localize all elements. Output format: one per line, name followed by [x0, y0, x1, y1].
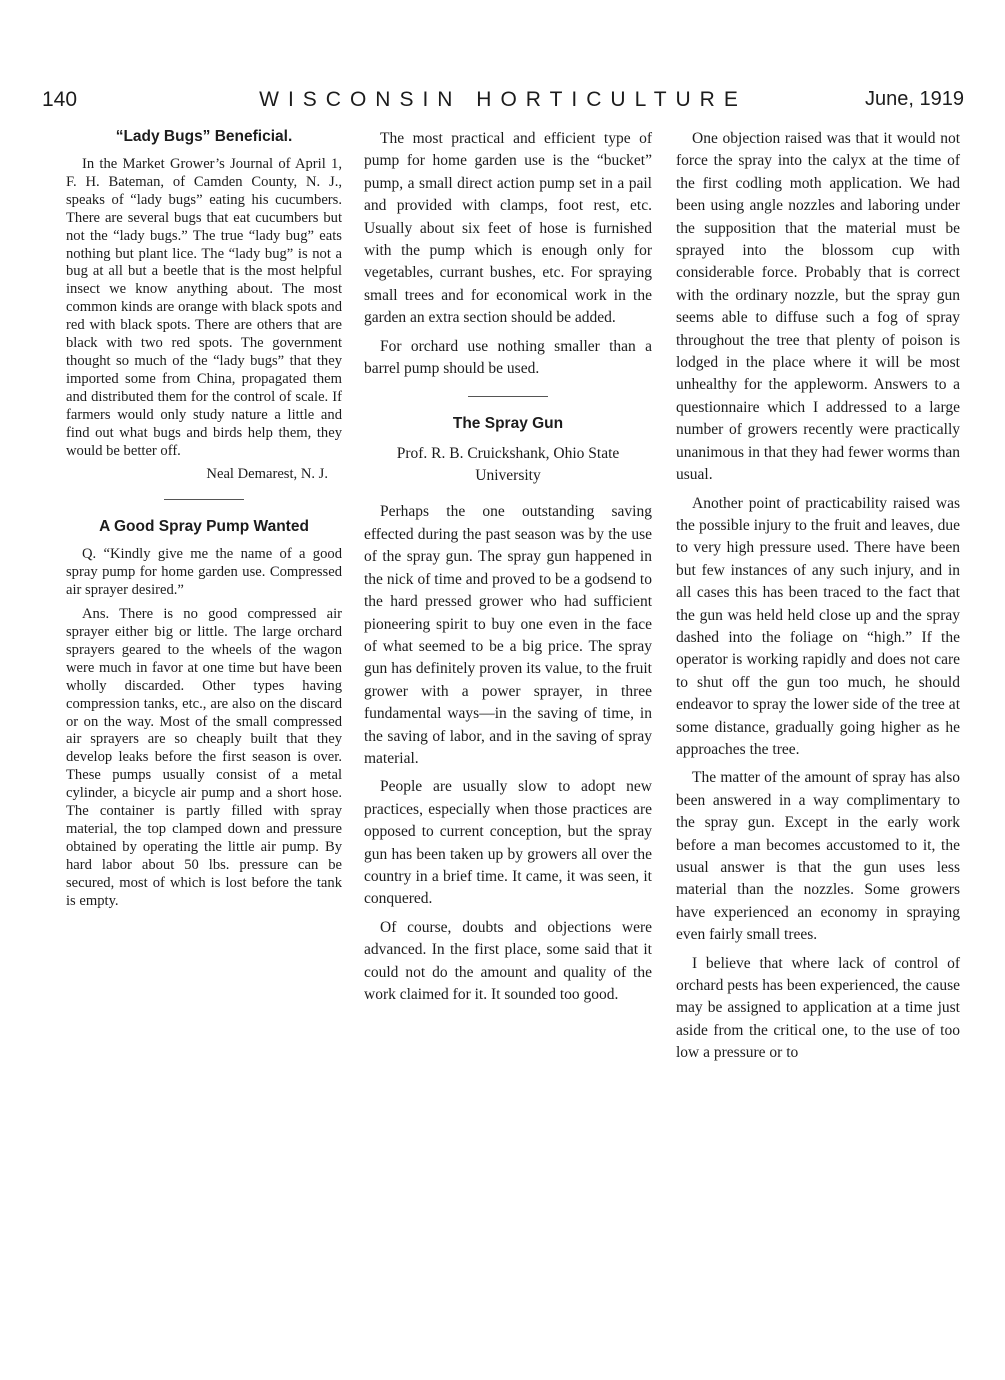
ladybugs-signature: Neal Demarest, N. J. [206, 466, 328, 483]
ladybugs-body: In the Market Grower’s Journal of April 1, F. H. Bateman, of Camden County, N. J., speaks of “lady bugs” eating his cucumbers. There are several bugs that eat cucumbers but not the “lady bugs.” The true “lady bug” eats nothing but plant lice. The “lady bug” is not a bug at all but a beetle that is the most helpful insect we know anything about. The most common kinds are orange with black spots and red with black spots. There are others that are black with two red spots. The government thought so much of the “lady bugs” that they imported some from China, propagated them and distributed them for the control of scale. If farmers would only study nature a little and find out what bugs and birds help them, they would be better off. [66, 156, 342, 459]
column-3 [676, 128, 960, 1071]
spraygun-paragraph-3: Of course, doubts and objections were advanced. In the first place, some said that it could not do the amount and quality of the work claimed for it. It sounded too good. [364, 918, 652, 1003]
pump-title: A Good Spray Pump Wanted [99, 518, 309, 536]
spraygun-paragraph-7: I believe that where lack of control of orchard pests has been experienced, the cause may be assigned to application at a time just aside from the critical one, to the use of too low a pressure or to [676, 954, 960, 1062]
pump-answer: Ans. There is no good compressed air sprayer either big or little. The large orchard sprayers geared to the wheels of the wagon were much in favor at one time but have been wholly discarded. Other types having compression tanks, etc., are also on the discard or on the way. Most of the small compressed air sprayers are so cheaply built that they develop leaks before the first season is over. These pumps usually consist of a metal cylinder, a bicycle air pump and a short hose. The container is partly filled with spray material, the top clamped down and pressure obtained by operating the little air pump. By hard labor about 50 lbs. pressure can be secured, most of which is lost before the tank is empty. [66, 606, 342, 909]
spraygun-paragraph-5: Another point of practicability raised was the possible injury to the fruit and leaves, due to very high pressure used. There have been but few instances of any such injury, and in all cases this has been traced to the fact that the gun was held held close up and the spray dashed into the foliage on “high.” If the operator is working rapidly and does not care to shut off the gun too much, he should endeavor to spray the lower side of the tree at some distance, gradually going higher as he approaches the tree. [676, 494, 960, 758]
issue-date: June, 1919 [865, 88, 964, 110]
section-divider [468, 396, 548, 397]
spraygun-paragraph-6: The matter of the amount of spray has also been answered in a way complimentary to the spray gun. Except in the early work before a man becomes accustomed to it, the usual answer is that the gun uses less material than the nozzles. Some growers have experienced an economy in spraying even fairly small trees. [676, 769, 960, 944]
spraygun-byline: Prof. R. B. Cruickshank, Ohio State University [396, 445, 620, 485]
pump-question: Q. “Kindly give me the name of a good spray pump for home garden use. Compressed air sprayer desired.” [66, 546, 342, 599]
page-number: 140 [42, 88, 78, 111]
spraygun-paragraph-2: People are usually slow to adopt new practices, especially when those practices are opposed to current conception, but the spray gun has been taken up by growers all over the country in a brief time. It came, it was seen, it conquered. [364, 778, 652, 908]
spraygun-title: The Spray Gun [452, 415, 564, 433]
pump-orchard-paragraph: For orchard use nothing smaller than a barrel pump should be used. [364, 337, 652, 378]
column-2 [364, 128, 652, 1012]
ladybugs-title: “Lady Bugs” Beneficial. [115, 128, 293, 145]
section-divider [164, 499, 244, 500]
column-1 [66, 128, 342, 917]
spraygun-paragraph-4: One objection raised was that it would not force the spray into the calyx at the time of the first codling moth application. We had been using angle nozzles and laboring under the supposition that the material must be sprayed into the blossom cup with considerable force. Probably that is correct with the ordinary nozzle, but the spray gun seems able to diffuse such a fog of spray throughout the tree that plenty of poison is lodged in the place where it will be most unhealthy for the appleworm. Answers to a questionnaire which I addressed to a large number of growers recently were practically unanimous in that they had fewer worms than usual. [676, 130, 960, 484]
page-header [42, 88, 964, 118]
journal-title: WISCONSIN HORTICULTURE [259, 88, 747, 111]
spraygun-paragraph-1: Perhaps the one outstanding saving effected during the past season was by the use of the spray gun. The spray gun happened in the nick of time and proved to be a godsend to the hard pressed grower who had sufficient pioneering spirit to buy one even in the face of what seemed to be a big price. The spray gun has definitely proven its value, to the fruit grower with a power sprayer, in three fundamental ways—in the saving of time, in the saving of labor, and in the saving of spray material. [364, 503, 652, 767]
pump-bucket-paragraph: The most practical and efficient type of pump for home garden use is the “bucket” pump, a small direct action pump set in a pail and provided with clamps, foot rest, etc. Usually about six feet of hose is furnished with the pump which is enough only for vegetables, currant bushes, etc. For spraying small trees and for economical work in the garden an extra section should be added. [364, 130, 652, 327]
